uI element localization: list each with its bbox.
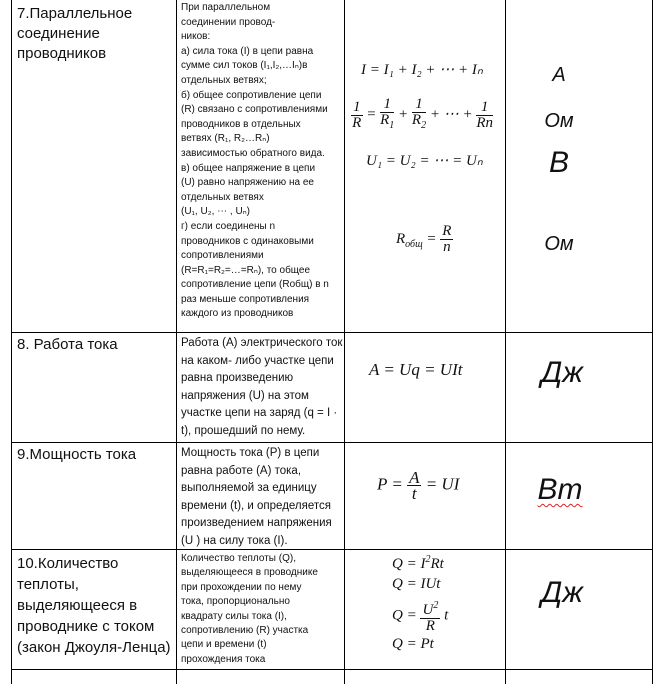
fraction-one-over-r: $\frac{1}{R}$ [352, 98, 362, 131]
unit-joule-heat: Дж [541, 576, 583, 609]
formula-work: A = Uq = UIt [369, 360, 463, 379]
row-divider-2 [11, 442, 653, 443]
unit-ohm-total: Ом [544, 233, 574, 255]
fraction-one-over-rn: $\frac{1}{Rn}$ [476, 98, 494, 131]
row-7-description: При параллельном соединении провод- ников: а) сила тока (I) в цепи равна сумме сил токов (I₁,I₂,…Iₙ)в отдельных ветвях; б) общее сопротивление цепи (R) связано с сопротивлениями проводников в отдельных ветвях (R₁, R₂…Rₙ) зависимостью обратного вида. в) общее напряжение в цепи (U) равно напряжению на ее отдельных ветвях (U₁, U₂, ⋯ , Uₙ) г) если соединены n проводников с одинаковыми сопротивлениями (R=R₁=R₂=…=Rₙ), то общее сопротивление цепи (Rобщ) в n раз меньше сопротивления каждого из проводников [181, 2, 329, 320]
row-10-description: Количество теплоты (Q), выделяющееся в проводнике при прохождении по нему тока, пропорционально квадрату силы тока (I), сопротивлению (R) участка цепи и времени (t) прохождения тока [181, 553, 318, 665]
fraction-one-over-r1: $\frac{1}{R_1}$ [380, 96, 395, 131]
formula-heat-3: Q = $\frac{U^2}{R}$ t [392, 600, 449, 634]
unit-ampere: А [552, 64, 566, 86]
row-10-name: 10.Количество теплоты, выделяющееся в проводнике с током (закон Джоуля-Ленца) [17, 555, 171, 656]
table-border-left [11, 0, 12, 684]
formula-power: P = $\frac{A}{t}$ = UI [377, 468, 460, 503]
fraction-u2-over-r: $\frac{U^2}{R}$ [422, 600, 439, 634]
row-8-name: 8. Работа тока [17, 336, 118, 353]
row-7-name: 7.Параллельное соединение проводников [17, 5, 133, 62]
fraction-one-over-r2: $\frac{1}{R_2}$ [411, 96, 427, 131]
formula-heat-4: Q = Pt [392, 636, 434, 652]
formula-heat-1: $Q = I^2Rt$ [392, 554, 444, 572]
column-divider-1 [176, 0, 177, 684]
formula-voltage-equal: U₁ = U₂ = ⋯ = Uₙ [366, 153, 483, 169]
unit-ohm: Ом [544, 110, 574, 132]
fraction-a-over-t: $\frac{A}{t}$ [409, 468, 420, 503]
column-divider-2 [344, 0, 345, 684]
fraction-r-over-n: $\frac{R}{n}$ [442, 223, 452, 255]
unit-watt-label: Вт [537, 473, 583, 506]
row-divider-4 [11, 669, 653, 670]
row-8-description: Работа (A) электрического ток на каком- либо участке цепи равна произведению напряжения (U) на этом участке цепи на заряд (q = I · t), прошедший по нему. [181, 337, 343, 437]
formula-current-sum: I = I₁ + I₂ + ⋯ + Iₙ [361, 62, 483, 78]
formula-total-resistance: $R_{общ}$ = $\frac{R}{n}$ [396, 223, 452, 255]
formula-heat-2: Q = IUt [392, 576, 441, 592]
row-9-description: Мощность тока (P) в цепи равна работе (A) тока, выполняемой за единицу времени (t), и определяется произведением напряжения (U ) на силу тока (I). [181, 447, 332, 547]
unit-watt [486, 473, 634, 507]
row-divider-3 [11, 549, 653, 550]
row-divider-1 [11, 332, 653, 333]
formula-parallel-resistance: $\frac{1}{R}$ = $\frac{1}{R_1}$ + $\frac{1}{R_2}$ + ⋯ + $\frac{1}{Rn}$ [352, 96, 494, 131]
unit-volt: В [548, 146, 569, 179]
row-9-name: 9.Мощность тока [17, 446, 137, 463]
unit-joule: Дж [541, 356, 583, 389]
